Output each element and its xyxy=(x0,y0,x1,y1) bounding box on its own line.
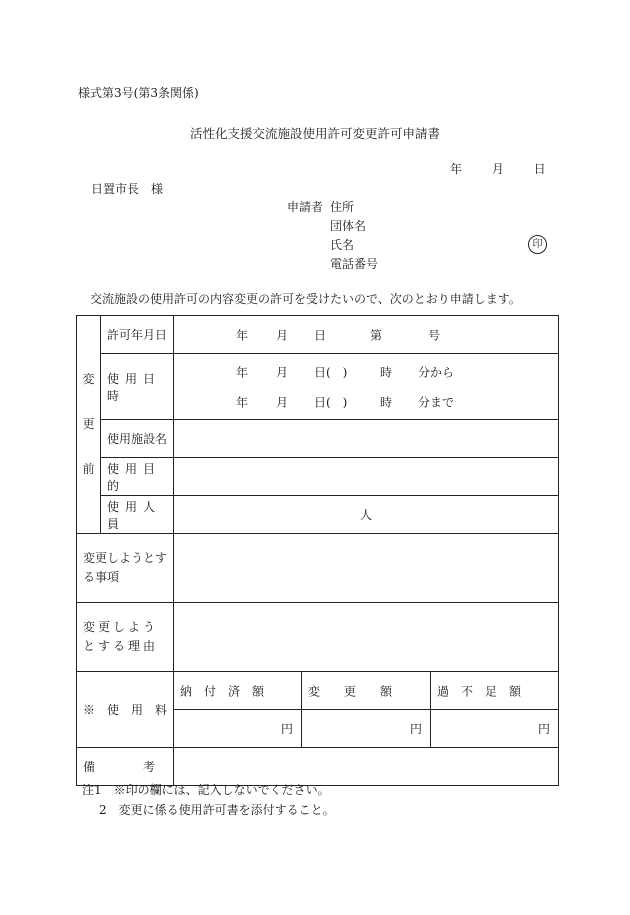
applicant-label: 申請者 xyxy=(287,200,324,214)
people-unit: 人 xyxy=(360,508,373,522)
intro-text: 交流施設の使用許可の内容変更の許可を受けたいので、次のとおり申請します。 xyxy=(90,292,521,306)
addressee: 日置市長 様 xyxy=(91,182,164,196)
people-field[interactable] xyxy=(174,496,559,534)
fee-paid-field[interactable]: 円 xyxy=(174,710,302,748)
before-change-label: 変 更 前 xyxy=(77,316,101,534)
permit-date-label: 許可年月日 xyxy=(101,316,174,354)
change-reason-field[interactable] xyxy=(174,603,559,672)
notes xyxy=(82,780,335,820)
fee-change-field[interactable]: 円 xyxy=(302,710,431,748)
form-number: 様式第3号(第3条関係) xyxy=(78,86,199,100)
date-year: 年 xyxy=(450,162,463,176)
row-usage-time xyxy=(77,354,559,420)
people-label: 使用人員 xyxy=(101,496,174,534)
row-people xyxy=(77,496,559,534)
change-reason-label: 変更しようとする理由 xyxy=(77,603,174,672)
change-item-label: 変更しようとする事項 xyxy=(77,534,174,603)
document-title: 活性化支援交流施設使用許可変更許可申請書 xyxy=(189,126,440,141)
fee-paid-header: 納 付 済 額 xyxy=(174,672,302,710)
fee-diff-field[interactable]: 円 xyxy=(431,710,559,748)
date-month: 月 xyxy=(491,162,504,176)
purpose-label: 使用目的 xyxy=(101,458,174,496)
row-permit-date xyxy=(77,316,559,354)
application-table xyxy=(76,315,559,786)
remarks-label: 備 考 xyxy=(77,748,174,786)
row-facility xyxy=(77,420,559,458)
date-line xyxy=(450,160,546,177)
change-item-field[interactable] xyxy=(174,534,559,603)
applicant-phone-label: 電話番号 xyxy=(330,257,379,271)
row-change-item xyxy=(77,534,559,603)
date-day: 日 xyxy=(533,162,546,176)
note-1: 注1 ※印の欄には、記入しないでください。 xyxy=(82,783,330,797)
applicant-org-label: 団体名 xyxy=(330,219,367,233)
seal-icon: 印 xyxy=(528,235,547,254)
row-change-reason xyxy=(77,603,559,672)
facility-field[interactable] xyxy=(174,420,559,458)
applicant-address-label: 住所 xyxy=(330,200,355,214)
applicant-name-label: 氏名 xyxy=(330,238,355,252)
usage-time-label: 使用日時 xyxy=(101,354,174,420)
note-2: 2 変更に係る使用許可書を添付すること。 xyxy=(99,803,335,817)
row-fee-header xyxy=(77,672,559,710)
usage-time-field[interactable]: 年 月 日( ) 時 分から 年 月 日( ) 時 分まで xyxy=(174,354,559,420)
row-purpose xyxy=(77,458,559,496)
facility-label: 使用施設名 xyxy=(101,420,174,458)
fee-diff-header: 過 不 足 額 xyxy=(431,672,559,710)
purpose-field[interactable] xyxy=(174,458,559,496)
fee-label: ※ 使 用 料 xyxy=(77,672,174,748)
fee-change-header: 変 更 額 xyxy=(302,672,431,710)
permit-date-field[interactable]: 年 月 日 第 号 xyxy=(174,316,559,354)
